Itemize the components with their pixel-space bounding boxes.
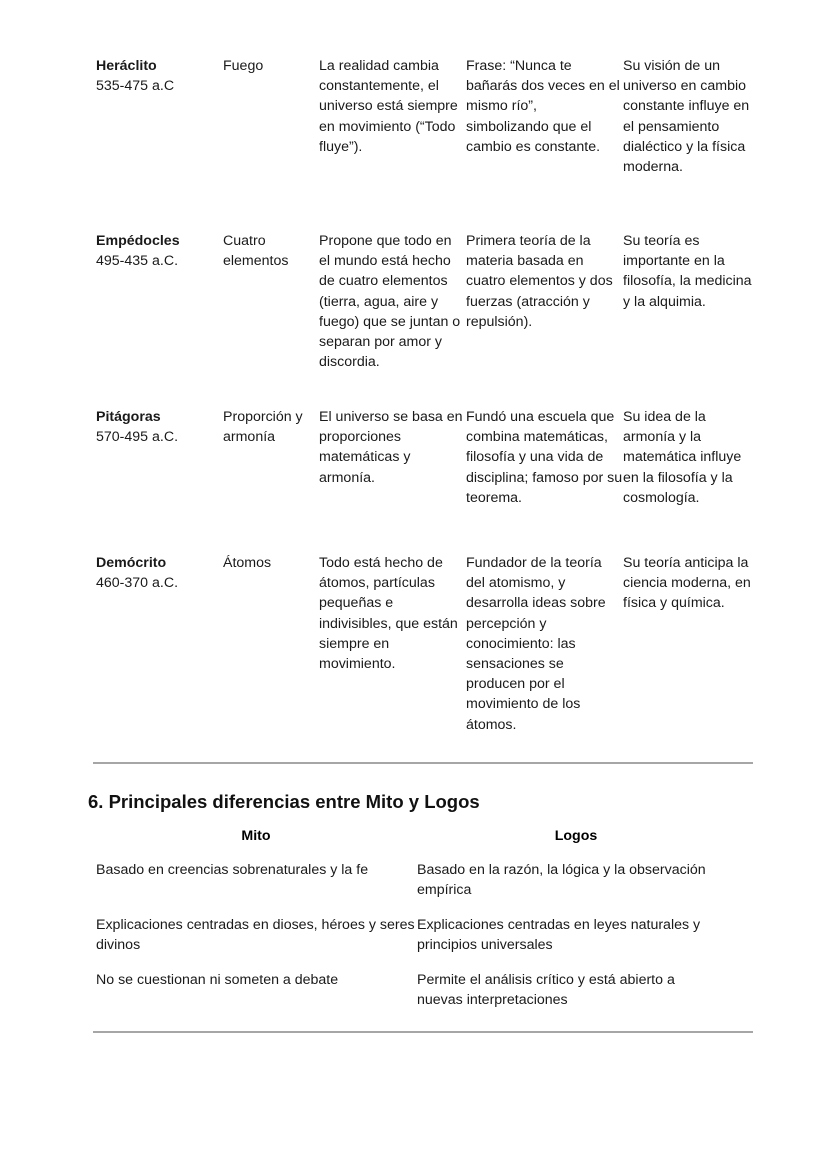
mito-logos-table xyxy=(96,826,736,1025)
influence-cell: Su teoría anticipa la ciencia moderna, en física y química. xyxy=(623,555,751,612)
mito-cell: Basado en creencias sobrenaturales y la fe xyxy=(96,862,369,878)
philosopher-name: Pitágoras xyxy=(96,409,161,425)
table-row-democrito xyxy=(96,553,756,743)
table-row xyxy=(96,970,736,1025)
philosopher-name: Heráclito xyxy=(96,58,157,74)
column-header-logos: Logos xyxy=(554,828,598,844)
philosopher-cell xyxy=(96,553,223,593)
principle-cell: Proporción y armonía xyxy=(223,409,303,446)
table-row xyxy=(96,915,736,970)
philosopher-dates: 495-435 a.C. xyxy=(96,253,179,270)
logos-cell: Basado en la razón, la lógica y la observación empírica xyxy=(417,862,706,899)
philosopher-cell xyxy=(96,407,223,447)
philosopher-dates: 570-495 a.C. xyxy=(96,429,179,446)
contribution-cell: Frase: “Nunca te bañarás dos veces en el mismo río”, simbolizando que el cambio es constante. xyxy=(466,58,620,155)
table-row-heraclito xyxy=(96,56,756,231)
horizontal-divider xyxy=(93,1031,753,1033)
influence-cell: Su idea de la armonía y la matemática influye en la filosofía y la cosmología. xyxy=(623,409,742,506)
idea-cell: La realidad cambia constantemente, el universo está siempre en movimiento (“Todo fluye”). xyxy=(319,58,458,155)
philosopher-dates: 535-475 a.C xyxy=(96,78,175,95)
horizontal-divider xyxy=(93,762,753,764)
philosopher-name: Demócrito xyxy=(96,555,167,571)
principle-cell: Fuego xyxy=(223,58,264,74)
logos-cell: Permite el análisis crítico y está abierto a nuevas interpretaciones xyxy=(417,972,675,1009)
influence-cell: Su visión de un universo en cambio constante influye en el pensamiento dialéctico y la física moderna. xyxy=(623,58,750,176)
table-row-pitagoras xyxy=(96,407,756,553)
logos-cell: Explicaciones centradas en leyes naturales y principios universales xyxy=(417,917,701,954)
table-header-row xyxy=(96,826,736,860)
column-header-mito: Mito xyxy=(241,828,271,844)
section-heading: 6. Principales diferencias entre Mito y Logos xyxy=(88,791,480,812)
philosopher-dates: 460-370 a.C. xyxy=(96,575,179,592)
philosophers-table xyxy=(96,56,756,743)
idea-cell: El universo se basa en proporciones matemáticas y armonía. xyxy=(319,409,463,486)
influence-cell: Su teoría es importante en la filosofía, la medicina y la alquimia. xyxy=(623,233,752,310)
contribution-cell: Fundador de la teoría del atomismo, y desarrolla ideas sobre percepción y conocimiento: las sensaciones se producen por el movimiento de los átomos. xyxy=(466,555,606,733)
table-row xyxy=(96,860,736,915)
philosopher-name: Empédocles xyxy=(96,233,180,249)
mito-cell: Explicaciones centradas en dioses, héroes y seres divinos xyxy=(96,917,415,954)
principle-cell: Átomos xyxy=(223,555,272,571)
idea-cell: Propone que todo en el mundo está hecho de cuatro elementos (tierra, agua, aire y fuego) que se juntan o separan por amor y discordia. xyxy=(319,233,461,371)
contribution-cell: Fundó una escuela que combina matemáticas, filosofía y una vida de disciplina; famoso por su teorema. xyxy=(466,409,623,506)
philosopher-cell xyxy=(96,231,223,271)
principle-cell: Cuatro elementos xyxy=(223,233,289,270)
table-row-empedocles xyxy=(96,231,756,407)
mito-cell: No se cuestionan ni someten a debate xyxy=(96,972,339,988)
idea-cell: Todo está hecho de átomos, partículas pequeñas e indivisibles, que están siempre en movimiento. xyxy=(319,555,458,673)
contribution-cell: Primera teoría de la materia basada en cuatro elementos y dos fuerzas (atracción y repulsión). xyxy=(466,233,613,330)
philosopher-cell xyxy=(96,56,223,96)
